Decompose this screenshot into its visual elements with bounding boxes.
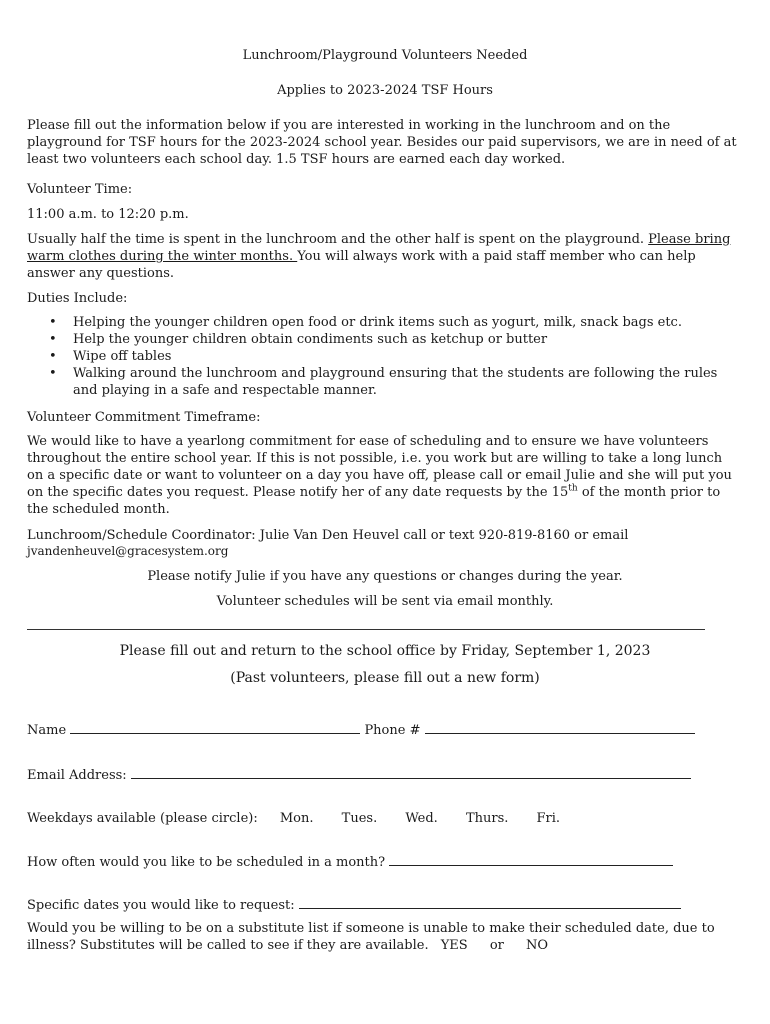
return-note: Please fill out and return to the school office by Friday, September 1, 2023 bbox=[119, 643, 651, 659]
day-option-mon[interactable]: Mon. bbox=[279, 811, 314, 826]
coordinator-line bbox=[27, 527, 628, 544]
duties-list bbox=[27, 314, 737, 399]
intro-paragraph: Please fill out the information below if you are interested in working in the lunchroom and on the playground for TSF hours for the 2023-2024 school year. Besides our paid supervisors, we are in need of at least two volunteers each school day. 1.5 TSF hours are earned each day worked. bbox=[27, 118, 737, 167]
coordinator-email: jvandenheuvel@gracesystem.org bbox=[27, 544, 229, 558]
email-row bbox=[27, 765, 691, 784]
list-item: • Help the younger children obtain condiments such as ketchup or butter bbox=[49, 332, 548, 347]
dates-row bbox=[27, 895, 681, 914]
day-option-wed[interactable]: Wed. bbox=[405, 811, 438, 826]
no-option[interactable]: NO bbox=[526, 938, 549, 953]
time-desc-start: Usually half the time is spent in the lunchroom and the other half is spent on the playground. bbox=[27, 232, 649, 247]
dates-field[interactable] bbox=[299, 895, 681, 909]
bullet-icon: • bbox=[49, 349, 57, 364]
phone-label: Phone # bbox=[364, 723, 421, 738]
ordinal-suffix: th bbox=[568, 483, 578, 494]
phone-field[interactable] bbox=[425, 720, 695, 734]
email-field[interactable] bbox=[131, 765, 691, 779]
email-label: Email Address: bbox=[27, 768, 127, 783]
schedules-note: Volunteer schedules will be sent via email monthly. bbox=[216, 594, 554, 609]
day-option-tues[interactable]: Tues. bbox=[341, 811, 378, 826]
commitment-heading: Volunteer Commitment Timeframe: bbox=[27, 410, 261, 425]
name-label: Name bbox=[27, 723, 67, 738]
volunteer-time-description bbox=[27, 231, 742, 282]
or-text: or bbox=[489, 938, 504, 953]
weekdays-row bbox=[27, 810, 584, 827]
volunteer-time-hours: 11:00 a.m. to 12:20 p.m. bbox=[27, 207, 189, 222]
coordinator-label: Lunchroom/Schedule Coordinator: bbox=[27, 528, 256, 543]
divider bbox=[27, 629, 705, 630]
name-row bbox=[27, 720, 695, 739]
past-volunteers-note: (Past volunteers, please fill out a new form) bbox=[230, 670, 540, 686]
coordinator-contact: Julie Van Den Heuvel call or text 920-819-8160 or email bbox=[255, 528, 629, 543]
page-subtitle: Applies to 2023-2024 TSF Hours bbox=[277, 83, 493, 98]
yes-option[interactable]: YES bbox=[440, 938, 468, 953]
warm-clothes-note: Please bring warm clothes during the winter months. bbox=[27, 232, 731, 264]
commitment-paragraph: We would like to have a yearlong commitment for ease of scheduling and to ensure we have volunteers throughout the entire school year. If this is not possible, i.e. you work but are willing to take a long lunch on a specific date or want to volunteer on a day you have off, please call or email Julie and she will put you on the specific dates you request. Please notify her of any date requests by the 15th of the month prior to the scheduled month. bbox=[27, 434, 732, 517]
bullet-icon: • bbox=[49, 332, 57, 347]
list-item: • Wipe off tables bbox=[49, 349, 172, 364]
volunteer-time-heading: Volunteer Time: bbox=[27, 182, 133, 197]
bullet-icon: • bbox=[49, 315, 57, 330]
page-title: Lunchroom/Playground Volunteers Needed bbox=[242, 48, 528, 63]
weekdays-label: Weekdays available (please circle): bbox=[27, 811, 258, 826]
frequency-row bbox=[27, 852, 673, 871]
time-desc-end: You will always work with a paid staff member who can help answer any questions. bbox=[27, 249, 696, 281]
frequency-label: How often would you like to be scheduled in a month? bbox=[27, 855, 386, 870]
list-item: • Helping the younger children open food or drink items such as yogurt, milk, snack bags etc. bbox=[49, 315, 682, 330]
day-option-fri[interactable]: Fri. bbox=[536, 811, 561, 826]
frequency-field[interactable] bbox=[389, 852, 673, 866]
substitute-question: Would you be willing to be on a substitute list if someone is unable to make their scheduled date, due to illness? Substitutes will be called to see if they are available. YES or NO bbox=[27, 921, 715, 953]
dates-label: Specific dates you would like to request: bbox=[27, 898, 295, 913]
name-field[interactable] bbox=[70, 720, 360, 734]
list-item: • Walking around the lunchroom and playground ensuring that the students are following the rules and playing in a safe and respectable manner. bbox=[49, 366, 718, 398]
notify-note: Please notify Julie if you have any questions or changes during the year. bbox=[147, 569, 623, 584]
bullet-icon: • bbox=[49, 366, 57, 381]
duties-heading: Duties Include: bbox=[27, 291, 128, 306]
day-option-thurs[interactable]: Thurs. bbox=[465, 811, 509, 826]
